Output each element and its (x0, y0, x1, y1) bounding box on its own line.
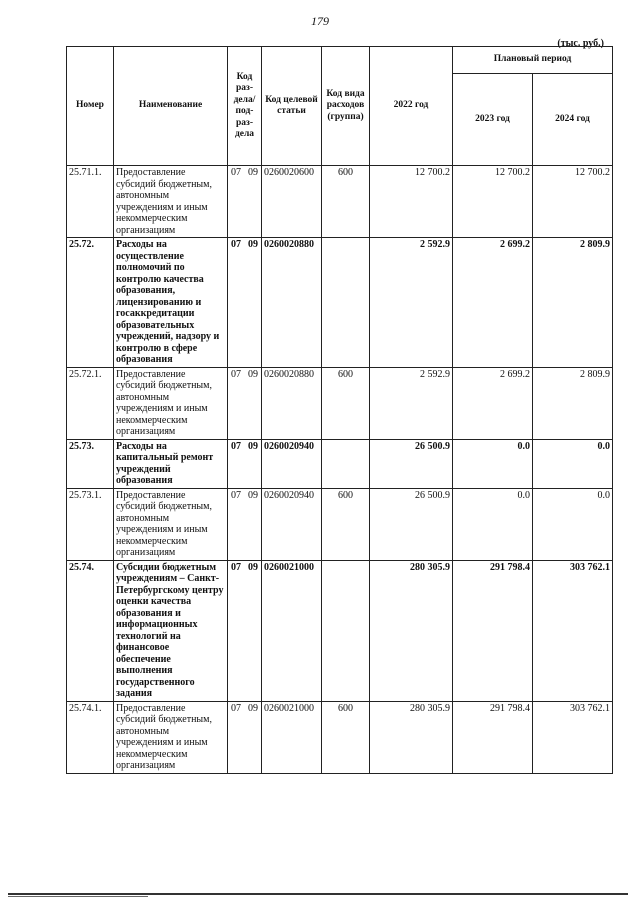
row-amount-2022: 280 305.9 (370, 701, 453, 773)
row-podrazdel: 09 (248, 167, 258, 178)
row-section-code (228, 701, 262, 773)
row-amount-2024: 303 762.1 (533, 701, 613, 773)
header-target-code: Код целевой статьи (262, 47, 322, 166)
row-target-code: 0260020940 (262, 439, 322, 488)
row-target-code: 0260021000 (262, 560, 322, 701)
row-number: 25.74.1. (67, 701, 114, 773)
row-razdel: 07 (231, 561, 241, 573)
header-expense-type-code: Код вида расходов (группа) (322, 47, 370, 166)
row-name: Субсидии бюджетным учреждениям – Санкт-Петербургскому центру оценки качества образования и информационных технологий на финансовое обеспечение выполнения государственного задания (114, 560, 228, 701)
table-row (67, 238, 613, 368)
header-plan-period: Плановый период (453, 47, 613, 74)
header-section-code: Код раз- дела/ под- раз- дела (228, 47, 262, 166)
row-amount-2022: 26 500.9 (370, 439, 453, 488)
row-expense-type (322, 439, 370, 488)
row-razdel: 07 (231, 368, 241, 380)
row-section-code (228, 238, 262, 368)
row-amount-2023: 291 798.4 (453, 560, 533, 701)
row-target-code: 0260020880 (262, 238, 322, 368)
header-number: Номер (67, 47, 114, 166)
units-label: (тыс. руб.) (557, 38, 604, 49)
table-row (67, 439, 613, 488)
row-target-code: 0260020940 (262, 488, 322, 560)
row-name: Предоставление субсидий бюджетным, автономным учреждениям и иным некоммерческим организациям (114, 701, 228, 773)
row-podrazdel: 09 (248, 561, 258, 573)
row-number: 25.74. (67, 560, 114, 701)
row-section-code (228, 166, 262, 238)
row-name: Предоставление субсидий бюджетным, автономным учреждениям и иным некоммерческим организациям (114, 166, 228, 238)
header-year-2024: 2024 год (533, 73, 613, 165)
row-amount-2023: 0.0 (453, 488, 533, 560)
row-name: Предоставление субсидий бюджетным, автономным учреждениям и иным некоммерческим организациям (114, 488, 228, 560)
row-section-code (228, 560, 262, 701)
row-amount-2023: 2 699.2 (453, 367, 533, 439)
row-expense-type: 600 (322, 166, 370, 238)
row-podrazdel: 09 (248, 489, 258, 501)
row-number: 25.71.1. (67, 166, 114, 238)
row-amount-2024: 303 762.1 (533, 560, 613, 701)
table-row (67, 560, 613, 701)
row-amount-2024: 2 809.9 (533, 238, 613, 368)
row-number: 25.72.1. (67, 367, 114, 439)
row-amount-2023: 0.0 (453, 439, 533, 488)
row-amount-2022: 12 700.2 (370, 166, 453, 238)
row-razdel: 07 (231, 167, 241, 178)
row-target-code: 0260020880 (262, 367, 322, 439)
row-razdel: 07 (231, 239, 241, 250)
table-row (67, 488, 613, 560)
row-amount-2024: 0.0 (533, 488, 613, 560)
row-section-code (228, 488, 262, 560)
table-row (67, 701, 613, 773)
row-name: Расходы на капитальный ремонт учреждений образования (114, 439, 228, 488)
row-name: Расходы на осуществление полномочий по контролю качества образования, лицензированию и госаккредитации образовательных учреждений, надзору и контролю в сфере образования (114, 238, 228, 368)
row-number: 25.73.1. (67, 488, 114, 560)
row-amount-2024: 12 700.2 (533, 166, 613, 238)
row-amount-2024: 0.0 (533, 439, 613, 488)
row-number: 25.72. (67, 238, 114, 368)
row-target-code: 0260021000 (262, 701, 322, 773)
row-target-code: 0260020600 (262, 166, 322, 238)
row-expense-type: 600 (322, 488, 370, 560)
row-amount-2023: 12 700.2 (453, 166, 533, 238)
footer-divider-short (8, 896, 148, 897)
row-podrazdel: 09 (248, 368, 258, 380)
row-amount-2022: 26 500.9 (370, 488, 453, 560)
row-section-code (228, 439, 262, 488)
row-podrazdel: 09 (248, 239, 258, 250)
page-number: 179 (311, 14, 329, 28)
row-podrazdel: 09 (248, 702, 258, 714)
row-amount-2024: 2 809.9 (533, 367, 613, 439)
header-year-2022: 2022 год (370, 47, 453, 166)
row-razdel: 07 (231, 489, 241, 501)
row-amount-2022: 2 592.9 (370, 238, 453, 368)
row-podrazdel: 09 (248, 440, 258, 452)
header-name: Наименование (114, 47, 228, 166)
row-section-code (228, 367, 262, 439)
row-amount-2023: 291 798.4 (453, 701, 533, 773)
table-row (67, 367, 613, 439)
row-name: Предоставление субсидий бюджетным, автономным учреждениям и иным некоммерческим организациям (114, 367, 228, 439)
row-expense-type (322, 560, 370, 701)
row-razdel: 07 (231, 702, 241, 714)
footer-divider (8, 893, 628, 895)
row-number: 25.73. (67, 439, 114, 488)
row-amount-2022: 280 305.9 (370, 560, 453, 701)
row-expense-type (322, 238, 370, 368)
row-amount-2023: 2 699.2 (453, 238, 533, 368)
row-expense-type: 600 (322, 367, 370, 439)
row-razdel: 07 (231, 440, 241, 452)
budget-table (66, 46, 613, 774)
table-body (67, 166, 613, 774)
row-expense-type: 600 (322, 701, 370, 773)
row-amount-2022: 2 592.9 (370, 367, 453, 439)
header-year-2023: 2023 год (453, 73, 533, 165)
table-row (67, 166, 613, 238)
